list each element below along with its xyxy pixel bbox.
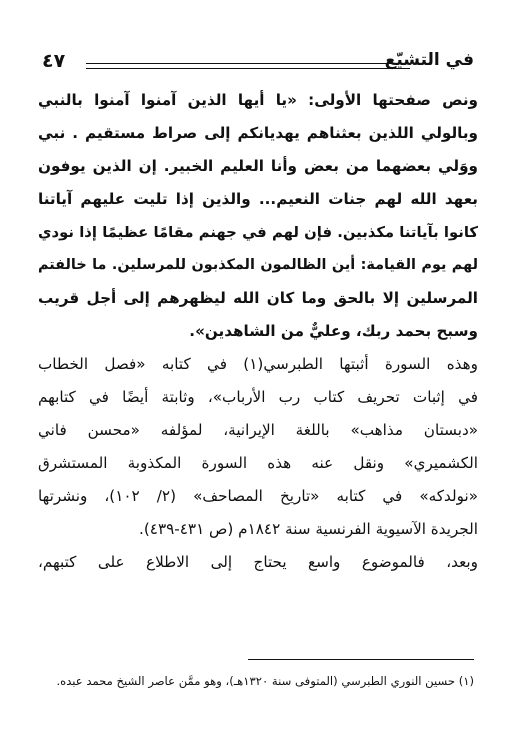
text-line: لهم يوم القيامة: أين الظالمون المكذبون للمرسلين. ما خالفتم xyxy=(38,257,478,273)
text-line: وبالولي اللذين بعثناهم يهديانكم إلى صراط مستقيم . نبي xyxy=(38,124,478,142)
text-line: «دبستان مذاهب» باللغة الإيرانية، لمؤلفه «محسن فاني xyxy=(38,421,478,439)
text-line: ونص صفحتها الأولى: «يا أيها الذين آمنوا آمنوا بالنبي xyxy=(38,91,478,109)
text-line: «نولدكه» في كتابه «تاريخ المصاحف» (٢/ ١٠٢)، ونشرتها xyxy=(38,487,478,505)
text-line: كانوا بآياتنا مكذبين. فإن لهم في جهنم مقامًا عظيمًا إذا نودي xyxy=(38,224,478,241)
text-line: وهذه السورة أثبتها الطبرسي(١) في كتابه «فصل الخطاب xyxy=(38,355,478,373)
footnote-separator xyxy=(248,659,474,660)
page-header xyxy=(38,50,474,80)
text-line: ووَلي بعضهما من بعض وأنا العليم الخبير. إن الذين يوفون xyxy=(38,157,478,175)
text-line: بعهد الله لهم جنات النعيم... والذين إذا تليت عليهم آياتنا xyxy=(38,190,478,208)
body-text xyxy=(38,84,478,579)
text-line: وبعد، فالموضوع واسع يحتاج إلى الاطلاع على كتبهم، xyxy=(38,553,478,571)
text-line: وسبح بحمد ربك، وعليٌّ من الشاهدين». xyxy=(189,322,478,340)
running-title: في التشيّع xyxy=(384,50,474,70)
text-line: الجريدة الآسيوية الفرنسية سنة ١٨٤٢م (ص ٤٣١-٤٣٩). xyxy=(139,520,478,538)
header-rule xyxy=(86,63,410,69)
text-line: المرسلين إلا بالحق وما كان الله ليظهرهم إلى أجل قريب xyxy=(38,289,478,307)
text-line: الكشميري» ونقل عنه هذه السورة المكذوبة المستشرق xyxy=(38,454,478,472)
text-line: في إثبات تحريف كتاب رب الأرباب»، وثابتة أيضًا في كتابهم xyxy=(38,388,478,406)
page-number: ٤٧ xyxy=(42,50,66,72)
footnote: (١) حسين النوري الطبرسي (المتوفى سنة ١٣٢٠هـ)، وهو ممَّن عاصر الشيخ محمد عبده. xyxy=(56,674,474,688)
